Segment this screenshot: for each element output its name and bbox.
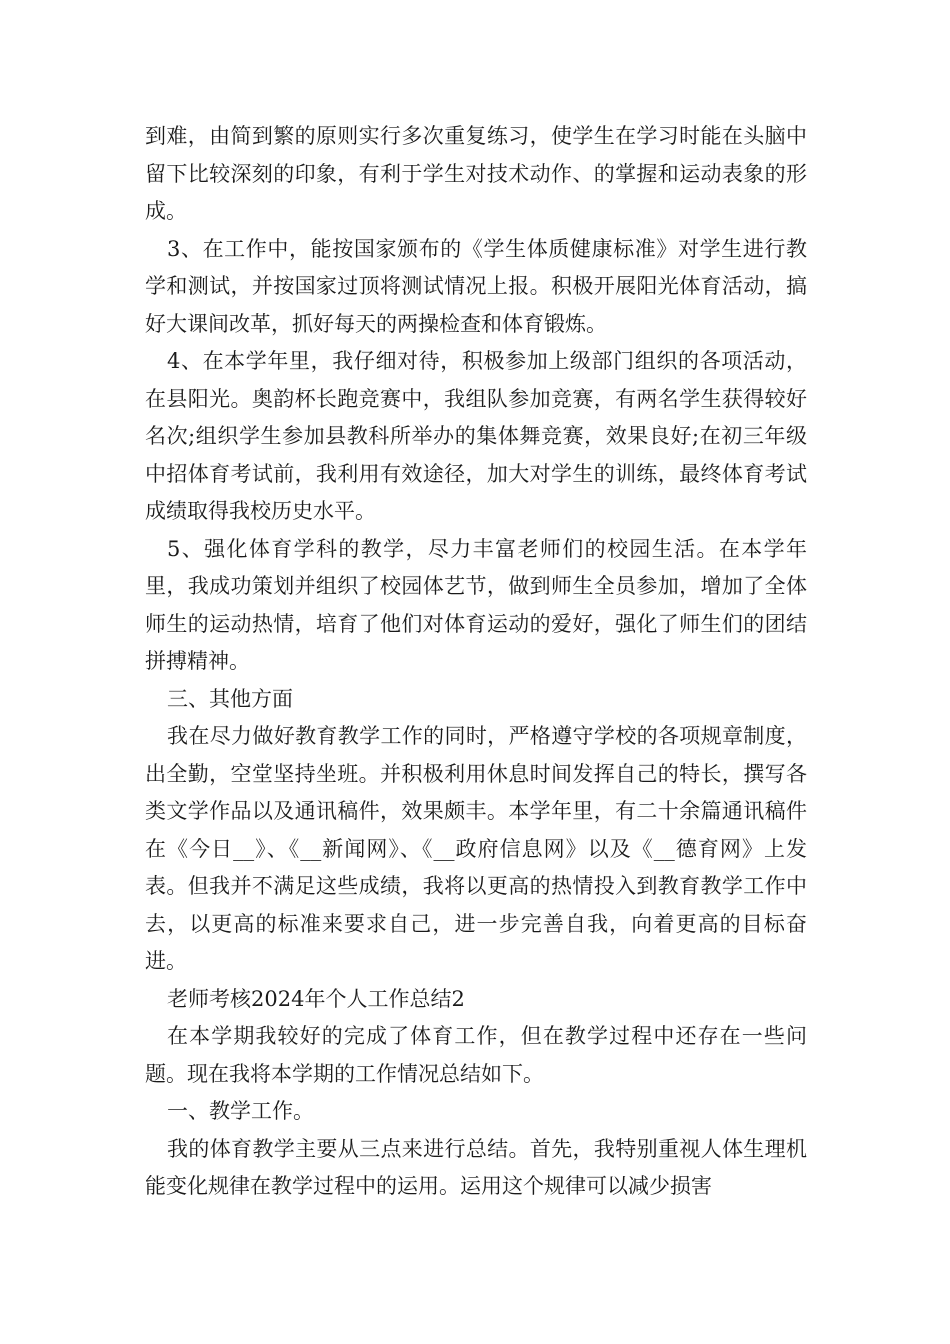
section-heading-other: 三、其他方面 [167,686,293,711]
paragraph-continuation: 到难，由简到繁的原则实行多次重复练习，使学生在学习时能在头脑中留下比较深刻的印象，有利于学生对技术动作、的掌握和运动表象的形成。 [145,124,807,223]
section-heading-teaching: 一、教学工作。 [167,1099,314,1123]
paragraph-intro: 在本学期我较好的完成了体育工作，但在教学过程中还存在一些问题。现在我将本学期的工作情况总结如下。 [145,1024,807,1086]
document-body [145,118,807,1206]
paragraph-item-4: 4、在本学年里，我仔细对待，积极参加上级部门组织的各项活动，在县阳光。奥韵杯长跑竞赛中，我组队参加竞赛，有两名学生获得较好名次;组织学生参加县教科所举办的集体舞竞赛，效果良好;在初三年级中招体育考试前，我利用有效途径，加大对学生的训练，最终体育考试成绩取得我校历史水平。 [145,349,807,523]
paragraph-other: 我在尽力做好教育教学工作的同时，严格遵守学校的各项规章制度，出全勤，空堂坚持坐班。并积极利用休息时间发挥自己的特长，撰写各类文学作品以及通讯稿件，效果颇丰。本学年里，有二十余篇通讯稿件在《今日__》、《__新闻网》、《__政府信息网》以及《__德育网》上发表。但我并不满足这些成绩，我将以更高的热情投入到教育教学工作中去，以更高的标准来要求自己，进一步完善自我，向着更高的目标奋进。 [145,724,807,973]
document-title-2: 老师考核2024年个人工作总结2 [167,986,465,1011]
paragraph-item-5: 5、强化体育学科的教学，尽力丰富老师们的校园生活。在本学年里，我成功策划并组织了校园体艺节，做到师生全员参加，增加了全体师生的运动热情，培育了他们对体育运动的爱好，强化了师生们的团结拼搏精神。 [145,536,807,673]
paragraph-item-3: 3、在工作中，能按国家颁布的《学生体质健康标准》对学生进行教学和测试，并按国家过顶将测试情况上报。积极开展阳光体育活动，搞好大课间改革，抓好每天的两操检查和体育锻炼。 [145,236,807,336]
paragraph-teaching: 我的体育教学主要从三点来进行总结。首先，我特别重视人体生理机能变化规律在教学过程中的运用。运用这个规律可以减少损害 [145,1136,807,1198]
